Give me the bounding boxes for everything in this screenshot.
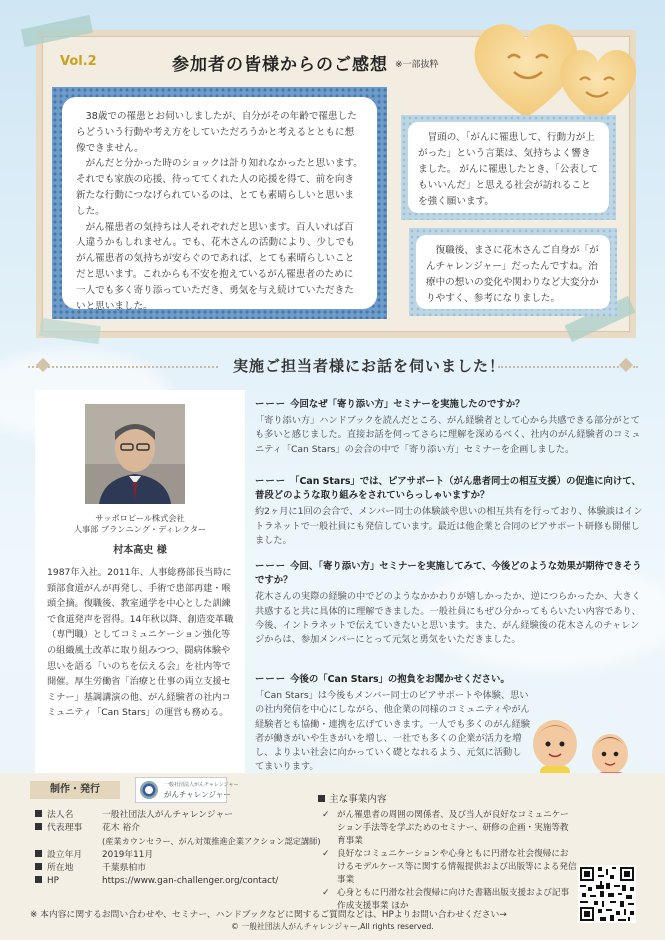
square-bullet-icon [318,795,325,802]
footer [0,773,665,940]
question-text: 「Can Stars」では、ピアサポート（がん患者同士の相互支援）の促進に向けて、普段どのような取り組みをされていらっしゃいますか？ [255,476,641,502]
business-item-text: 心身ともに円滑な社会復帰に向けた書籍出版支援および記事作成支援事業 ほか [337,888,570,911]
qr-code-icon[interactable] [578,865,636,923]
business-title-text: 主な事業内容 [329,794,387,805]
answer: 花木さんの実際の経験の中でどのようなかかわりが嬉しかったか、逆につらかったか、大きく共感すると共に具体的に理解できました。一般社員にもぜひ分かってもらいたい内容であり、今後、イントラネットで伝えていきたいと思います。また、がん経験後の花木さんのチャレンジからは、参加メンバーにとって元気と勇気をいただきました。 [255,591,641,646]
dash-marker: ーーー [255,674,287,685]
section-title: 実施ご担当者様にお話を伺いました！ [233,357,506,375]
smiling-hearts-icon [466,10,646,130]
impression-paragraph: 冒頭の、「がんに罹患して、行動力が上がった」という言葉は、気持ちよく響きました。 がんに罹患したとき、「公表してもいいんだ」と思える社会が訪れることを強く願います。 [418,132,599,207]
publisher-badge: 制作・発行 [30,781,120,799]
info-row [35,875,321,888]
question [255,560,645,588]
business-item-text: 良好なコミュニケーションや心身ともに円滑な社会復帰におけるモデルケース等に関する情報提供および出版等による発信事業 [337,849,577,885]
info-value: 花木 裕介 [102,823,140,833]
logo-mark-icon [140,781,158,799]
logo-subtext: 一般社団法人がんチャレンジャー [164,782,239,788]
square-bullet-icon [35,810,42,817]
info-row [35,849,321,862]
square-bullet-icon [35,876,42,883]
title-note: ※一部抜粋 [395,60,439,70]
list-item [322,848,577,887]
company-name: サッポロビール株式会社 [95,513,185,523]
answer: 「Can Stars」は今後もメンバー同士のピアサポートや体験、思いの社内発信を中心にしながら、他企業の同様のコミュニティやがん経験者とも協働・連携を広げていきます。一人でも多くのがん経験者が働きがいや生きがいを増し、一社でも多くの企業が活力を増し、よりよい社会に向かっていく礎となれるよう、元気に活動してまいります。 [255,690,530,773]
info-row [35,835,321,849]
info-key: 所在地 [47,863,74,873]
question-text: 今回、「寄り添い方」セミナーを実施してみて、今後どのような効果が期待できそうですか？ [255,561,642,587]
business-title [318,791,387,805]
profile-name: 村本高史 様 [113,545,167,556]
square-bullet-icon [35,823,42,830]
organization-logo [135,777,239,803]
check-icon: ✓ [322,810,330,820]
dash-marker: ーーー [255,476,287,487]
question-text: 今後の「Can Stars」の抱負をお聞かせください。 [290,674,510,685]
page-title: 参加者の皆様からのご感想 [172,55,388,75]
side-impression-box [401,115,616,220]
info-value: 2019年11月 [102,850,154,860]
info-value: 千葉県柏市 [102,863,146,873]
list-item [322,809,577,848]
impression-paragraph: がん罹患者の気持ちは人それぞれだと思います。百人いれば百人違うかもしれません。でも、花木さんの活動により、少しでもがん罹患者の気持ちが安らぐのであれば、とても素晴らしいことだと思います。これからも不安を抱えているがん罹患者のために一人でも多く寄り添っていただき、勇気を与え続けていただきたいと思いました。 [76,221,355,312]
answer: 約2ヶ月に1回の会合で、メンバー同士の体験談や思いの相互共有を行っており、体験談はイントラネットで一般社員にも発信しています。最近は他企業と合同のピアサポート研修も開催しました。 [255,506,643,546]
question [255,475,645,503]
volume-label: Vol.2 [60,54,97,69]
square-bullet-icon [35,850,42,857]
info-row [35,822,321,835]
person-portrait-icon [85,404,185,504]
side-impression-box [409,228,617,316]
main-impression-box [52,87,387,319]
qa-item [255,560,645,647]
department: 人事部 プランニング・ディレクター [73,524,207,534]
info-row [35,862,321,875]
diamond-icon [619,358,633,372]
business-list [322,809,577,913]
profile-company [35,513,245,535]
diamond-icon [36,358,50,372]
question [255,673,530,687]
impression-paragraph: がんだと分かった時のショックは計り知れなかったと思います。それでも家族の応援、待っててくれた人の応援を得て、前を向き新たな行動につなげられているのは、とても素晴らしいと思いました。 [76,158,363,217]
question-text: 今回なぜ「寄り添い方」セミナーを実施したのですか？ [290,399,525,410]
square-bullet-icon [35,863,42,870]
check-icon: ✓ [322,849,330,859]
info-value: (産業カウンセラー、がん対策推進企業アクション認定講師) [102,836,321,846]
info-value: 一般社団法人がんチャレンジャー [102,810,234,820]
section-header [28,355,638,379]
info-row [35,809,321,822]
dash-marker: ーーー [255,399,287,410]
contact-note: ※ 本内容に関するお問い合わせや、セミナー、ハンドブックなどに関するご質問などは、HPよりお問い合わせください→ [30,910,507,920]
organization-info [35,809,321,888]
qa-item [255,475,645,548]
profile-card [35,390,245,775]
logo-text: がんチャレンジャー [164,790,231,799]
impression-paragraph: 復職後、まさに花木さんご自身が「がんチャレンジャー」だったんですね。治療中の想いの変化や関わりなど大変分かりやすく、参考になりました。 [426,245,599,304]
info-key: 代表理事 [47,823,83,833]
info-key: 設立年月 [47,850,83,860]
profile-bio: 1987年入社。2011年、人事総務部長当時に頸部食道がんが再発し、手術で患部再建・喉頭全摘。復職後、教室通学を中心とした訓練で食道発声を習得。14年秋以降、創造変革職（専門職）としてコミュニケーション強化等の組織風土改革に取り組みつつ、闘病体験や思いを語る「いのちを伝える会」を社内等で開催。厚生労働省「治療と仕事の両立支援セミナー」基調講演の他、がん経験者の社内コミュニティ「Can Stars」の運営も務める。 [47,567,234,719]
dash-marker: ーーー [255,561,287,572]
info-key: HP [47,876,59,886]
question [255,398,645,412]
copyright: © 一般社団法人がんチャレンジャー,All rights reserved. [231,922,434,931]
qa-item [255,673,530,774]
check-icon: ✓ [322,888,330,898]
info-key: 法人名 [47,810,74,820]
business-item-text: がん罹患者の周囲の関係者、及び当人が良好なコミュニケーション手法等を学ぶためのセミナー、研修の企画・実施等教育事業 [337,810,569,846]
divider [28,366,218,368]
impression-paragraph: 38歳での罹患とお伺いしましたが、自分がその年齢で罹患したらどういう行動や考え方をしていただろうかと考えるとともに想像できません。 [76,111,357,154]
qa-item [255,398,645,457]
homepage-link[interactable]: https://www.gan-challenger.org/contact/ [102,876,279,886]
portrait-photo [85,404,185,504]
answer: 「寄り添い方」ハンドブックを読んだところ、がん経験者として心から共感できる部分がとても多いと感じました。直接お話を伺ってさらに理解を深めるべく、社内のがん経験者のコミュニティ「Can Stars」の会合の中で「寄り添い方」セミナーを企画しました。 [255,415,641,455]
divider [498,366,638,368]
